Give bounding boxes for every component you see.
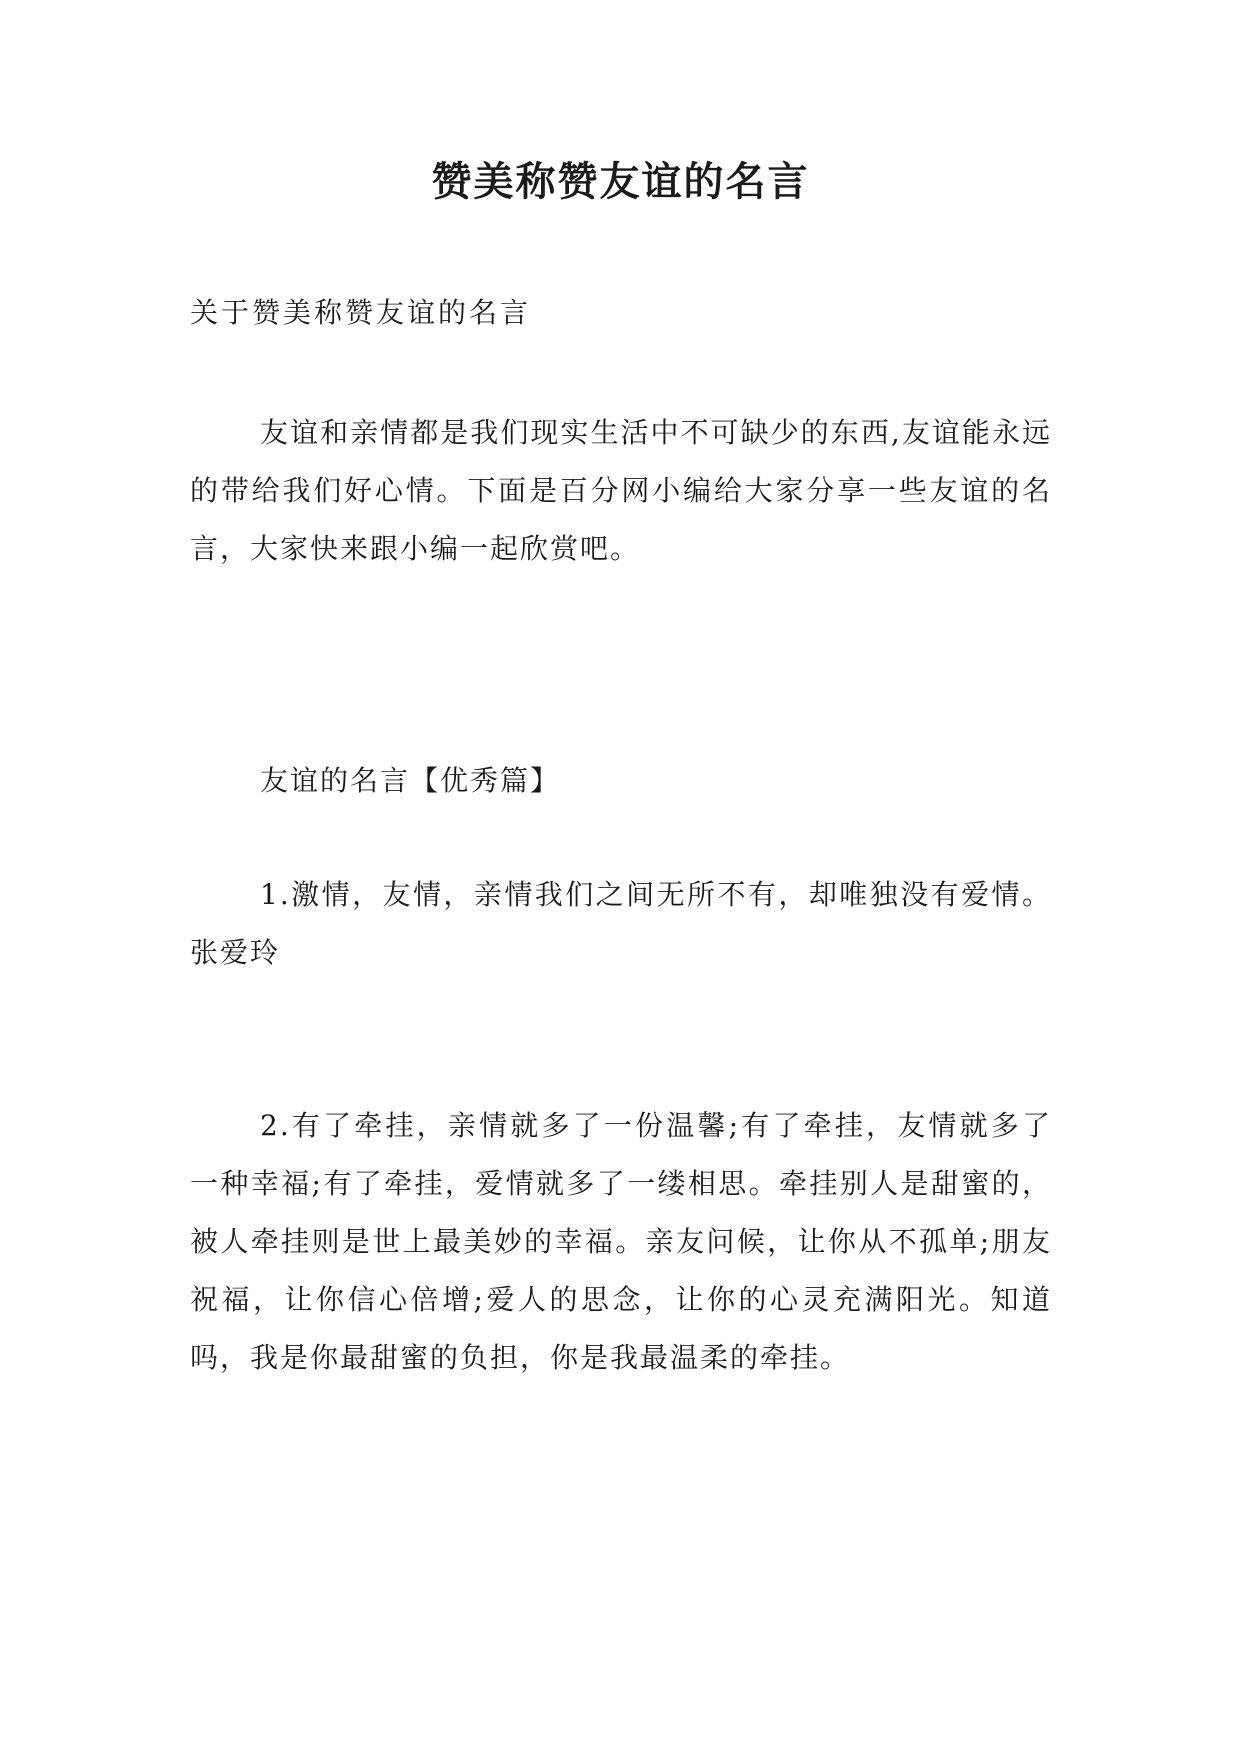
quote-item-1: 1.激情，友情，亲情我们之间无所不有，却唯独没有爱情。 张爱玲 <box>190 878 1052 969</box>
document-subtitle: 关于赞美称赞友谊的名言 <box>190 296 532 329</box>
intro-paragraph: 友谊和亲情都是我们现实生活中不可缺少的东西,友谊能永远的带给我们好心情。下面是百分网小编给大家分享一些友谊的名言，大家快来跟小编一起欣赏吧。 <box>190 416 1052 565</box>
document-title: 赞美称赞友谊的名言 <box>431 158 810 205</box>
quote-item-2: 2.有了牵挂，亲情就多了一份温馨;有了牵挂，友情就多了一种幸福;有了牵挂，爱情就多了一缕相思。牵挂别人是甜蜜的，被人牵挂则是世上最美妙的幸福。亲友问候，让你从不孤单;朋友祝福，让你信心倍增;爱人的思念，让你的心灵充满阳光。知道吗，我是你最甜蜜的负担，你是我最温柔的牵挂。 <box>190 1109 1052 1374</box>
section-heading: 友谊的名言【优秀篇】 <box>260 764 561 797</box>
